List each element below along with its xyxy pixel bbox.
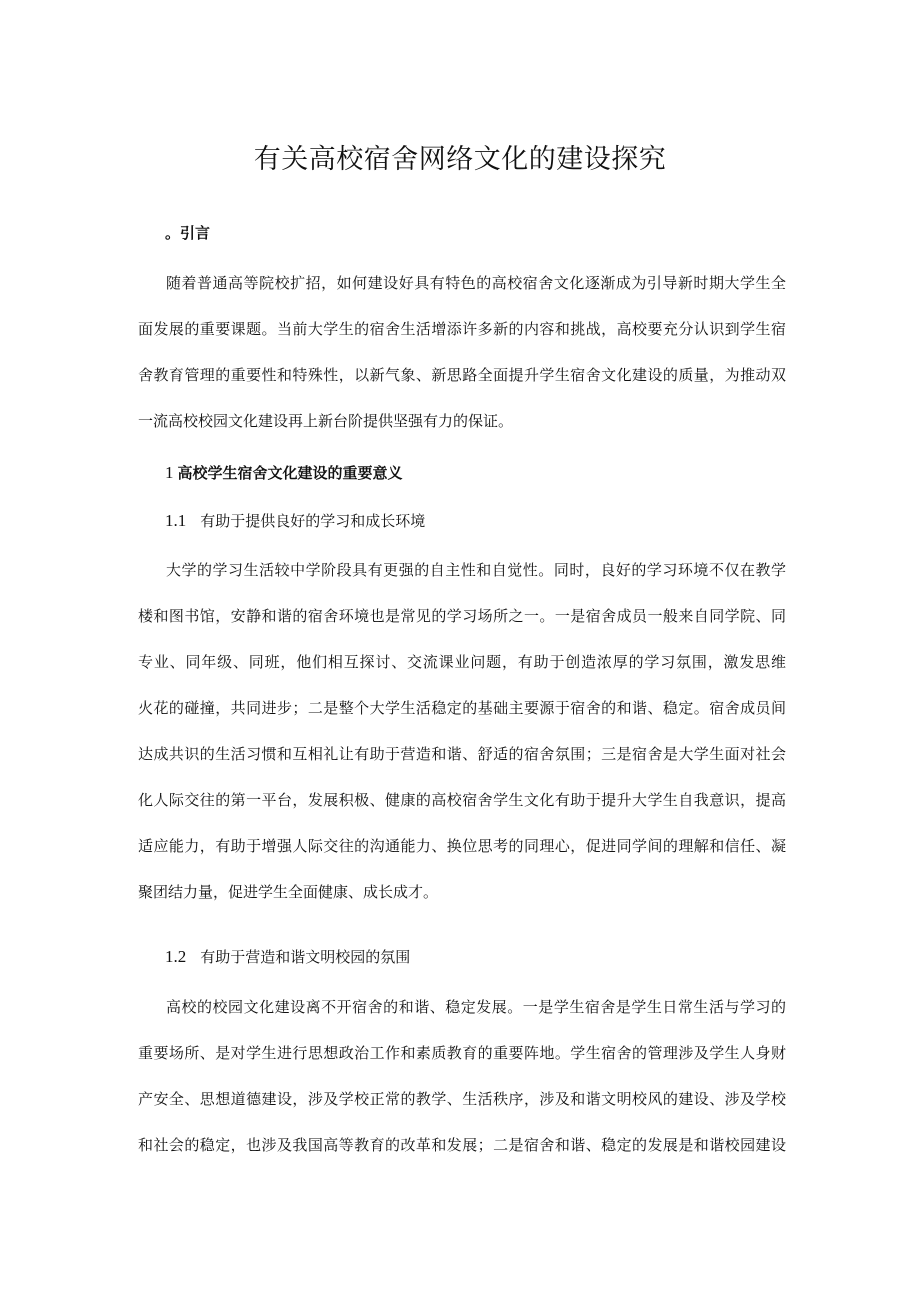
section-1-2-paragraph	[138, 984, 786, 1168]
section-1-2-number: 1.2	[165, 947, 187, 966]
s11-line-5: 达成共识的生活习惯和互相礼让有助于营造和谐、舒适的宿舍氛围；三是宿舍是大学生面对社会	[138, 745, 786, 763]
s11-line-6: 化人际交往的第一平台，发展积极、健康的高校宿舍学生文化有助于提升大学生自我意识，提高	[138, 791, 786, 809]
s11-line-8: 聚团结力量，促进学生全面健康、成长成才。	[138, 883, 439, 901]
section-1-1-title: 有助于提供良好的学习和成长环境	[200, 512, 426, 530]
intro-heading: 。引言	[165, 224, 211, 242]
section-1-2-heading	[165, 946, 410, 968]
intro-line-3: 舍教育管理的重要性和特殊性，以新气象、新思路全面提升学生宿舍文化建设的质量，为推动双	[138, 366, 786, 384]
s11-line-4: 火花的碰撞，共同进步；二是整个大学生活稳定的基础主要源于宿舍的和谐、稳定。宿舍成员间	[138, 699, 786, 717]
section-1-1-number: 1.1	[165, 511, 187, 530]
section-1-2-title: 有助于营造和谐文明校园的氛围	[200, 948, 411, 966]
document-title: 有关高校宿舍网络文化的建设探究	[253, 144, 667, 175]
s12-line-1: 高校的校园文化建设离不开宿舍的和谐、稳定发展。一是学生宿舍是学生日常生活与学习的	[166, 998, 786, 1016]
s11-line-1: 大学的学习生活较中学阶段具有更强的自主性和自觉性。同时，良好的学习环境不仅在教学	[166, 561, 786, 579]
s11-line-3: 专业、同年级、同班，他们相互探讨、交流课业问题，有助于创造浓厚的学习氛围，激发思维	[138, 653, 786, 671]
s11-line-7: 适应能力，有助于增强人际交往的沟通能力、换位思考的同理心，促进同学间的理解和信任、凝	[138, 837, 786, 855]
s11-line-2: 楼和图书馆，安静和谐的宿舍环境也是常见的学习场所之一。一是宿舍成员一般来自同学院、同	[138, 607, 786, 625]
intro-paragraph	[138, 260, 786, 444]
s12-line-2: 重要场所、是对学生进行思想政治工作和素质教育的重要阵地。学生宿舍的管理涉及学生人身财	[138, 1044, 786, 1062]
intro-line-4: 一流高校校园文化建设再上新台阶提供坚强有力的保证。	[138, 412, 514, 430]
section-1-number: 1	[165, 463, 174, 482]
intro-line-2: 面发展的重要课题。当前大学生的宿舍生活增添许多新的内容和挑战，高校要充分认识到学生宿	[138, 320, 786, 338]
s12-line-3: 产安全、思想道德建设，涉及学校正常的教学、生活秩序，涉及和谐文明校风的建设、涉及学校	[138, 1090, 786, 1108]
section-1-1-heading	[165, 510, 425, 532]
s12-line-4: 和社会的稳定，也涉及我国高等教育的改革和发展；二是宿舍和谐、稳定的发展是和谐校园建设	[138, 1136, 786, 1154]
section-1-title: 高校学生宿舍文化建设的重要意义	[177, 464, 403, 482]
section-1-1-paragraph	[138, 547, 786, 915]
section-1-heading	[165, 462, 403, 484]
intro-line-1: 随着普通高等院校扩招，如何建设好具有特色的高校宿舍文化逐渐成为引导新时期大学生全	[166, 274, 786, 292]
